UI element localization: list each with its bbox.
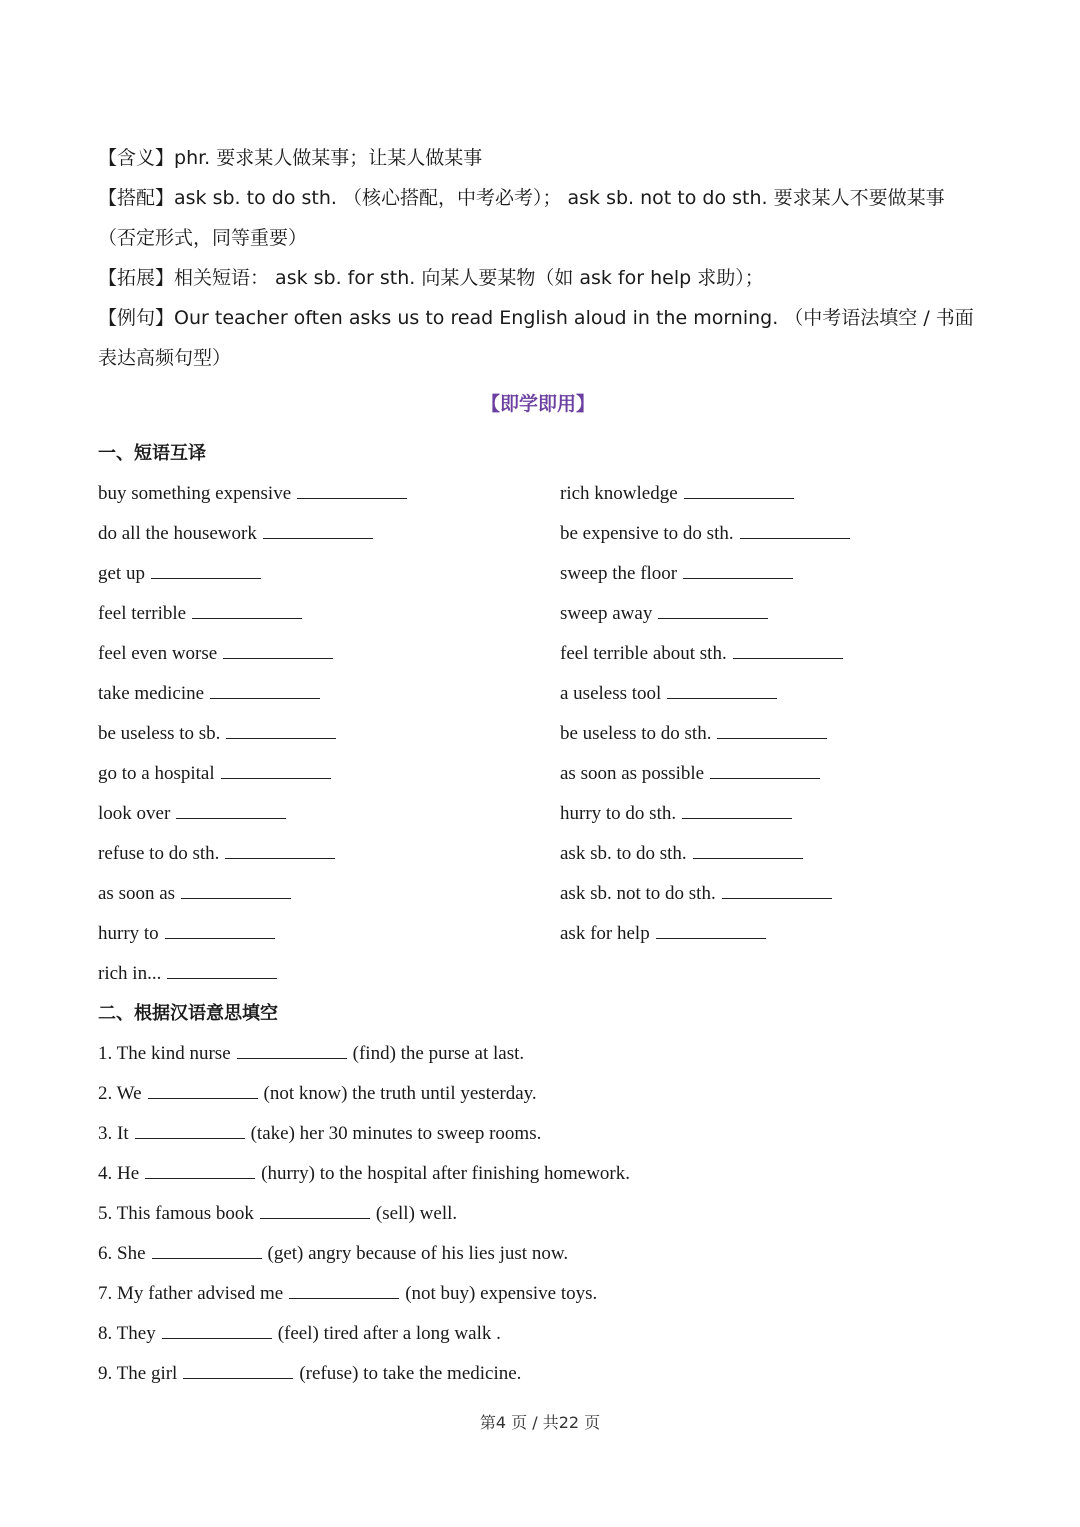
example-line [98,298,978,378]
answer-blank[interactable] [684,480,794,499]
answer-blank[interactable] [226,720,336,739]
phrase-item [98,514,560,554]
phrase-item [560,954,978,994]
fill-item [98,1234,978,1274]
example-tag: 【例句】 [98,307,175,329]
phrase-text: sweep away [560,603,653,624]
phrase-text: a useless tool [560,683,662,704]
extension-line [98,258,978,298]
answer-blank[interactable] [658,600,768,619]
fill-item [98,1154,978,1194]
phrase-text: rich knowledge [560,483,678,504]
phrase-text: be expensive to do sth. [560,523,734,544]
answer-blank[interactable] [162,1320,272,1339]
answer-blank[interactable] [181,880,291,899]
fill-item-prefix: 3. It [98,1123,129,1144]
answer-blank[interactable] [263,520,373,539]
phrase-item [560,794,978,834]
practice-title: 【即学即用】 [480,393,595,415]
answer-blank[interactable] [733,640,843,659]
answer-blank[interactable] [183,1360,293,1379]
fill-item [98,1034,978,1074]
phrase-item [560,634,978,674]
phrase-item [560,474,978,514]
fill-item-prefix: 1. The kind nurse [98,1043,231,1064]
meaning-line [98,138,978,178]
fill-item-prefix: 6. She [98,1243,146,1264]
answer-blank[interactable] [740,520,850,539]
fill-item [98,1314,978,1354]
phrase-text: hurry to [98,923,159,944]
phrase-item [98,794,560,834]
phrase-item [98,874,560,914]
fill-item [98,1274,978,1314]
phrase-text: feel even worse [98,643,218,664]
answer-blank[interactable] [225,840,335,859]
answer-blank[interactable] [192,600,302,619]
fill-item-prefix: 4. He [98,1163,140,1184]
document-page [98,138,978,1394]
phrase-item [560,514,978,554]
answer-blank[interactable] [722,880,832,899]
phrase-text: refuse to do sth. [98,843,220,864]
answer-blank[interactable] [683,560,793,579]
fill-item-suffix: (take) her 30 minutes to sweep rooms. [250,1123,542,1144]
phrase-item [560,554,978,594]
phrase-text: hurry to do sth. [560,803,677,824]
meaning-text: phr. 要求某人做某事；让某人做某事 [174,147,483,169]
answer-blank[interactable] [223,640,333,659]
phrase-text: get up [98,563,145,584]
answer-blank[interactable] [260,1200,370,1219]
phrase-text: as soon as [98,883,176,904]
answer-blank[interactable] [656,920,766,939]
fill-item-prefix: 5. This famous book [98,1203,254,1224]
answer-blank[interactable] [682,800,792,819]
fill-item-suffix: (refuse) to take the medicine. [299,1363,522,1384]
phrase-item [560,594,978,634]
answer-blank[interactable] [221,760,331,779]
fill-item [98,1354,978,1394]
answer-blank[interactable] [693,840,803,859]
phrase-item [98,914,560,954]
answer-blank[interactable] [710,760,820,779]
fill-item-suffix: (sell) well. [375,1203,458,1224]
fill-item [98,1074,978,1114]
phrase-item [98,834,560,874]
extension-tag: 【拓展】 [98,267,175,289]
example-text: Our teacher often asks us to read English aloud in the morning. （中考语法填空 / 书面表达高频句型） [98,307,974,369]
answer-blank[interactable] [148,1080,258,1099]
phrase-item [560,834,978,874]
fill-item-suffix: (not buy) expensive toys. [405,1283,598,1304]
fill-item-suffix: (get) angry because of his lies just now. [267,1243,569,1264]
fill-item-suffix: (not know) the truth until yesterday. [263,1083,537,1104]
answer-blank[interactable] [717,720,827,739]
answer-blank[interactable] [210,680,320,699]
phrase-text: be useless to do sth. [560,723,712,744]
phrase-item [560,914,978,954]
answer-blank[interactable] [167,960,277,979]
phrase-item [560,874,978,914]
phrase-text: be useless to sb. [98,723,221,744]
fill-item-suffix: (find) the purse at last. [352,1043,525,1064]
fill-item [98,1194,978,1234]
answer-blank[interactable] [145,1160,255,1179]
phrase-item [98,954,560,994]
phrase-text: ask sb. not to do sth. [560,883,716,904]
section2-heading: 二、根据汉语意思填空 [98,1003,278,1024]
phrase-item [560,674,978,714]
phrase-item [98,634,560,674]
phrase-text: sweep the floor [560,563,678,584]
answer-blank[interactable] [237,1040,347,1059]
phrase-text: as soon as possible [560,763,705,784]
fill-item-prefix: 7. My father advised me [98,1283,284,1304]
phrase-text: look over [98,803,171,824]
phrase-item [98,594,560,634]
phrase-item [560,754,978,794]
phrase-text: buy something expensive [98,483,292,504]
answer-blank[interactable] [297,480,407,499]
collocation-tag: 【搭配】 [98,187,175,209]
phrase-item [98,714,560,754]
collocation-text: ask sb. to do sth. （核心搭配，中考必考）； ask sb. not to do sth. 要求某人不要做某事（否定形式，同等重要） [98,187,945,249]
fill-list [98,1034,978,1394]
page-footer: 第4 页 / 共22 页 [479,1413,601,1432]
fill-item-suffix: (feel) tired after a long walk . [277,1323,501,1344]
meaning-tag: 【含义】 [98,147,175,169]
fill-item [98,1114,978,1154]
phrase-text: take medicine [98,683,205,704]
phrase-text: ask sb. to do sth. [560,843,687,864]
answer-blank[interactable] [135,1120,245,1139]
phrase-text: do all the housework [98,523,257,544]
phrase-item [98,674,560,714]
phrase-text: rich in... [98,963,162,984]
phrase-text: feel terrible about sth. [560,643,727,664]
fill-item-prefix: 8. They [98,1323,156,1344]
answer-blank[interactable] [165,920,275,939]
phrase-item [98,754,560,794]
answer-blank[interactable] [152,1240,262,1259]
fill-item-prefix: 9. The girl [98,1363,178,1384]
phrase-item [98,554,560,594]
section1-heading: 一、短语互译 [98,443,206,464]
phrase-text: go to a hospital [98,763,215,784]
fill-item-suffix: (hurry) to the hospital after finishing homework. [261,1163,630,1184]
phrase-item [98,474,560,514]
answer-blank[interactable] [289,1280,399,1299]
extension-text: 相关短语： ask sb. for sth. 向某人要某物（如 ask for help 求助）； [174,267,764,289]
phrase-grid [98,474,978,994]
phrase-text: ask for help [560,923,650,944]
phrase-item [560,714,978,754]
fill-item-prefix: 2. We [98,1083,142,1104]
answer-blank[interactable] [151,560,261,579]
answer-blank[interactable] [176,800,286,819]
phrase-text: feel terrible [98,603,187,624]
collocation-line [98,178,978,258]
answer-blank[interactable] [667,680,777,699]
